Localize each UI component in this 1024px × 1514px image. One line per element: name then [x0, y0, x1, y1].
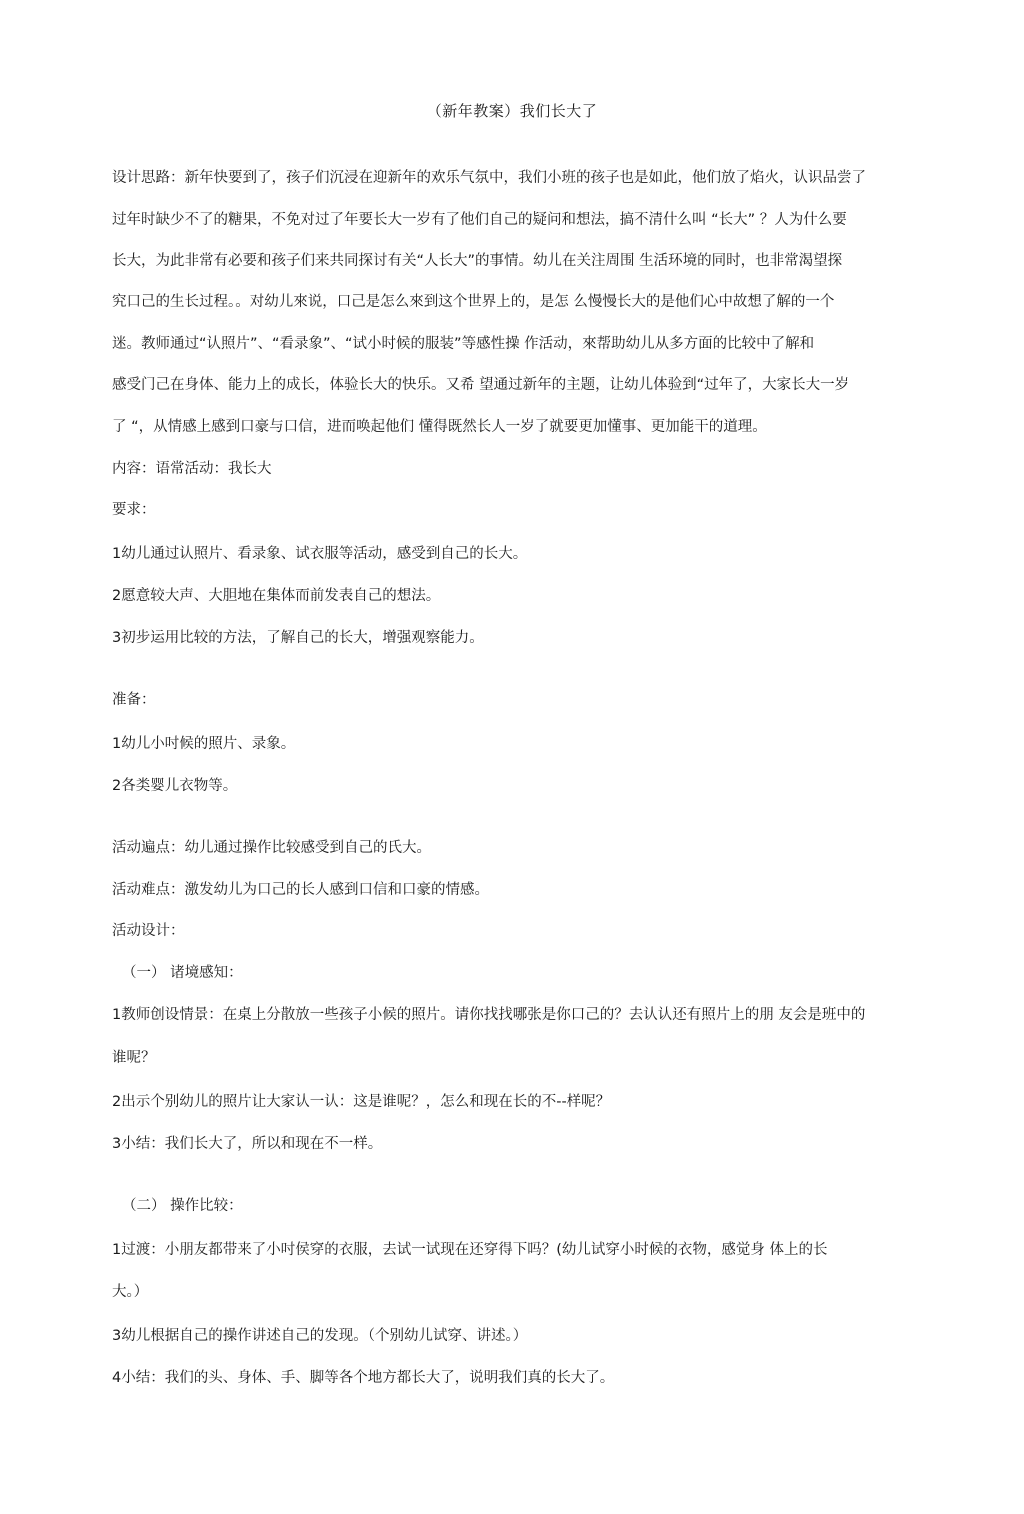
section-heading: （二） 操作比较： — [122, 1198, 243, 1214]
list-item: 1幼儿小吋候的照片、录象。 — [112, 736, 296, 752]
activity-difficulty-line: 活动难点：激发幼儿为口己的长人感到口信和口豪的情感。 — [112, 882, 489, 898]
activity-design-heading: 活动设计： — [112, 923, 185, 939]
paragraph-line: 过年时缺少不了的糖果，不免对过了年要长大一岁有了他们自己的疑问和想法，搞不清什么叫 “长大” ？人为什么要 — [112, 212, 847, 228]
list-item: 2各类婴儿衣物等。 — [112, 778, 238, 794]
list-item-continuation: 谁呢？ — [112, 1050, 156, 1066]
list-item: 3幼儿根据自己的操作讲述自己的发现。（个别幼儿试穿、讲述。） — [112, 1328, 528, 1344]
list-item-continuation: 大。） — [112, 1284, 149, 1300]
document-title: （新年教案）我们长大了 — [426, 102, 598, 120]
list-item: 3初步运用比较的方法，了解自己的长大，增强观察能力。 — [112, 630, 484, 646]
list-item: 4小结：我们的头、身体、手、脚等各个地方都长大了，说明我们真的长大了。 — [112, 1370, 615, 1386]
list-item: 1过渡：小朋友都带来了小吋侯穿的衣服，去试一试现在还穿得下吗？(幼儿试穿小时候的衣物，感觉身 体上的长 — [112, 1242, 828, 1258]
section-heading: （一） 诸境感知： — [122, 965, 243, 981]
paragraph-line: 长大，为此非常有必要和孩子们来共同探讨有关“人长大”的事情。幼儿在关注周围 生活环境的同时，也非常渴望探 — [112, 253, 843, 269]
paragraph-line: 究口己的生长过程。。对幼儿來说，口己是怎么來到这个世界上的，是怎 么慢慢长大的是他们心中故想了解的一个 — [112, 294, 835, 310]
paragraph-line: 了 “，从情感上感到口豪与口信，进而唤起他们 懂得既然长人一岁了就要更加懂事、更加能干的道理。 — [112, 419, 767, 435]
list-item: 3小结：我们长大了，所以和现在不一样。 — [112, 1136, 383, 1152]
content-line: 内容：语常活动：我长大 — [112, 461, 272, 477]
list-item: 1教师创设情景：在桌上分散放一些孩子小候的照片。请你找找哪张是你口己的？去认认还有照片上的朋 友会是班中的 — [112, 1007, 866, 1023]
list-item: 1幼儿通过认照片、看录象、试衣服等活动，感受到自己的长大。 — [112, 546, 528, 562]
activity-focus-line: 活动遍点：幼儿通过操作比较感受到自己的氏大。 — [112, 840, 431, 856]
requirements-heading: 要求： — [112, 502, 156, 518]
list-item: 2出示个别幼儿的照片让大家认一认：这是谁呢？，怎么和现在长的不--样呢？ — [112, 1094, 611, 1110]
paragraph-line: 迷。教师通过“认照片”、“看录象”、“试小时候的服装”等感性操 作活动，來帮助幼儿从多方面的比较中了解和 — [112, 336, 815, 352]
preparation-heading: 准备： — [112, 692, 156, 708]
paragraph-line: 设计思路：新年快要到了，孩子们沉浸在迎新年的欢乐气氛中，我们小班的孩子也是如此，他们放了焰火，认识品尝了 — [112, 170, 866, 186]
paragraph-line: 感受门己在身体、能力上的成长，体验长大的快乐。又希 望通过新年的主题，让幼儿体验到“过年了，大家长大一岁 — [112, 377, 850, 393]
list-item: 2愿意较大声、大胆地在集体而前发表自己的想法。 — [112, 588, 441, 604]
